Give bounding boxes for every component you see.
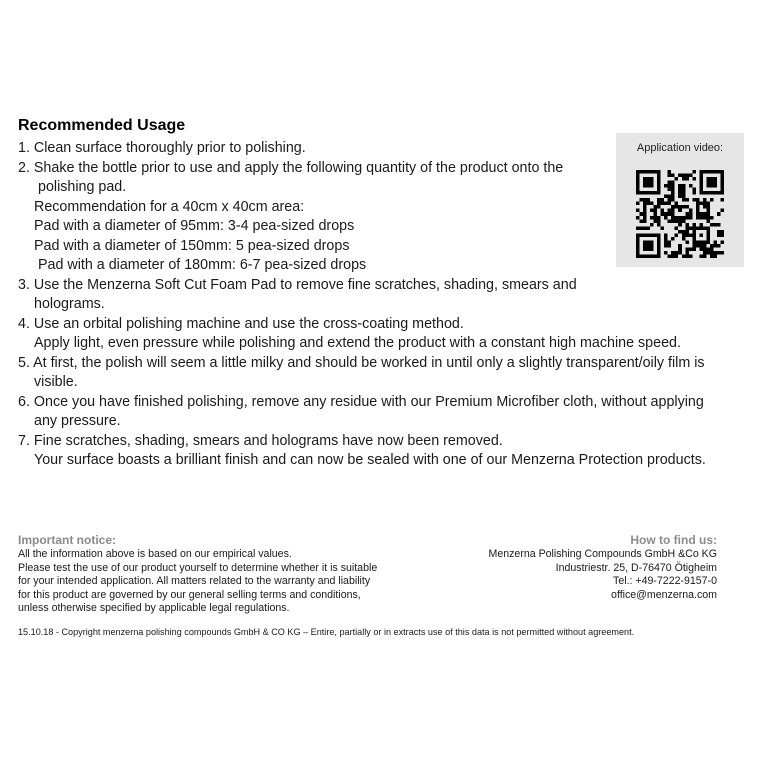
notice-title: Important notice: xyxy=(18,533,116,547)
usage-step-1: 1. Clean surface thoroughly prior to polishing. xyxy=(18,140,306,156)
usage-step-3-cont: holograms. xyxy=(34,296,105,312)
usage-step-7: 7. Fine scratches, shading, smears and holograms have now been removed. xyxy=(18,432,503,449)
usage-pad-95: Pad with a diameter of 95mm: 3-4 pea-sized drops xyxy=(34,218,355,234)
section-title: Recommended Usage xyxy=(18,117,186,134)
application-video-panel xyxy=(616,133,744,267)
company-phone: Tel.: +49-7222-9157-0 xyxy=(613,575,717,588)
notice-line: All the information above is based on our empirical values. xyxy=(18,548,292,560)
notice-line: for your intended application. All matters related to the warranty and liability xyxy=(18,575,371,588)
qr-code-icon[interactable] xyxy=(636,170,724,258)
copyright-footer: 15.10.18 - Copyright menzerna polishing compounds GmbH & CO KG – Entire, partially or in extracts use of this data is not permitted without agreement. xyxy=(18,627,635,637)
usage-step-6: 6. Once you have finished polishing, remove any residue with our Premium Microfiber cloth, without applying xyxy=(18,393,704,410)
company-address: Industriestr. 25, D-76470 Ötigheim xyxy=(555,561,717,574)
notice-body xyxy=(18,548,438,616)
usage-recommendation: Recommendation for a 40cm x 40cm area: xyxy=(34,198,305,215)
qr-label: Application video: xyxy=(636,142,724,154)
usage-step-7-cont: Your surface boasts a brilliant finish and can now be sealed with one of our Menzerna Protection products. xyxy=(34,452,706,468)
notice-line: unless otherwise specified by applicable legal regulations. xyxy=(18,602,290,615)
contact-details xyxy=(417,548,717,602)
usage-step-6-cont: any pressure. xyxy=(34,413,121,429)
company-name: Menzerna Polishing Compounds GmbH &Co KG xyxy=(488,548,717,560)
notice-line: Please test the use of our product yourself to determine whether it is suitable xyxy=(18,561,378,574)
usage-step-5-cont: visible. xyxy=(34,374,78,390)
notice-line: for this product are governed by our general selling terms and conditions, xyxy=(18,588,361,601)
usage-step-3: 3. Use the Menzerna Soft Cut Foam Pad to remove fine scratches, shading, smears and xyxy=(18,276,577,293)
usage-step-2-cont: polishing pad. xyxy=(38,179,127,195)
usage-pad-150: Pad with a diameter of 150mm: 5 pea-sized drops xyxy=(34,237,350,254)
usage-pad-180: Pad with a diameter of 180mm: 6-7 pea-sized drops xyxy=(38,257,367,273)
usage-step-2: 2. Shake the bottle prior to use and apply the following quantity of the product onto the xyxy=(18,159,564,176)
contact-title: How to find us: xyxy=(630,533,717,547)
usage-step-5: 5. At first, the polish will seem a little milky and should be worked in until only a slightly transparent/oily film is xyxy=(18,354,705,371)
company-email[interactable]: office@menzerna.com xyxy=(611,588,717,601)
usage-step-4: 4. Use an orbital polishing machine and use the cross-coating method. xyxy=(18,315,464,332)
usage-step-4-cont: Apply light, even pressure while polishing and extend the product with a constant high machine speed. xyxy=(34,335,681,351)
